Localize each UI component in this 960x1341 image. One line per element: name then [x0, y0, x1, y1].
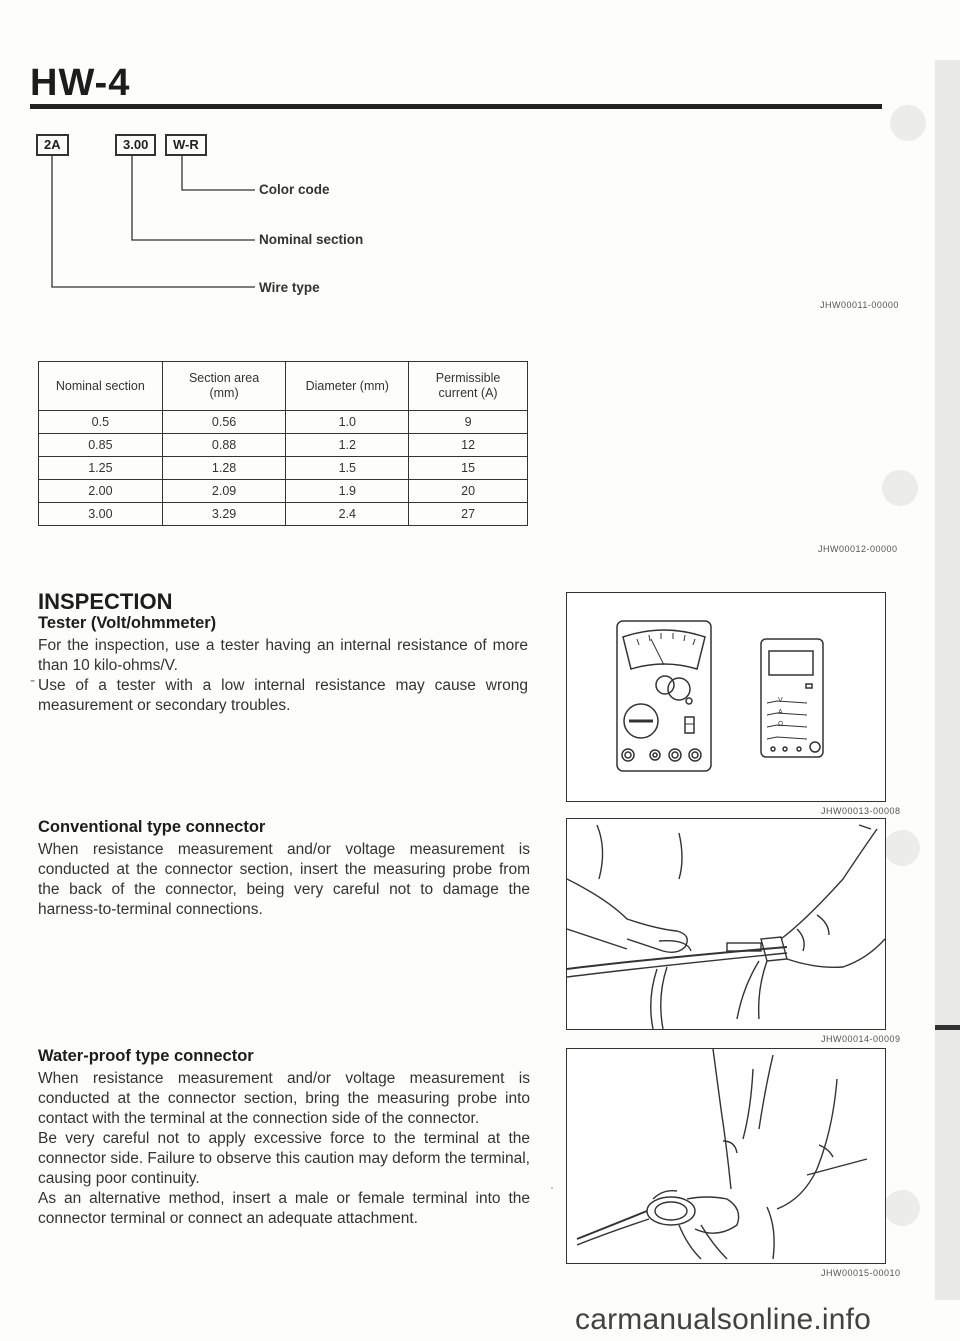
- table-cell: 0.56: [162, 411, 286, 434]
- page-title: HW-4: [30, 62, 131, 104]
- paragraph: Be very careful not to apply excessive force to the terminal at the connector side. Failure to observe this caution may deform the terminal, causing poor continuity.: [38, 1130, 530, 1187]
- waterproof-subheading: Water-proof type connector: [38, 1047, 254, 1065]
- waterproof-text: [38, 1069, 530, 1229]
- tester-text: [38, 636, 528, 716]
- tester-subheading: Tester (Volt/ohmmeter): [38, 614, 217, 632]
- probe-back-illustration: [567, 819, 885, 1029]
- table-cell: 1.28: [162, 457, 286, 480]
- punch-hole: [884, 830, 920, 866]
- legend-leader-lines: [0, 0, 400, 300]
- meter-label-a: A: [778, 709, 783, 716]
- table-header-row: [39, 362, 528, 411]
- section-heading: INSPECTION: [38, 589, 173, 614]
- probe-front-illustration: [567, 1049, 885, 1263]
- wire-spec-table: [38, 361, 528, 526]
- table-cell: 27: [409, 503, 528, 526]
- figure-code: JHW00012-00000: [818, 544, 898, 554]
- paragraph: When resistance measurement and/or voltage measurement is conducted at the connector section, insert the measuring probe from the back of the connector, being very careful not to damage the harness-to-terminal connections.: [38, 841, 530, 918]
- legend-wire-type-label: Wire type: [259, 280, 320, 295]
- conventional-text: [38, 840, 530, 920]
- punch-hole: [884, 1190, 920, 1226]
- table-cell: 0.5: [39, 411, 163, 434]
- table-cell: 2.00: [39, 480, 163, 503]
- digital-meter: [761, 639, 823, 757]
- table-cell: 1.9: [286, 480, 409, 503]
- column-header: Diameter (mm): [286, 362, 409, 411]
- paragraph: As an alternative method, insert a male or female terminal into the connector terminal or connect an adequate attachment.: [38, 1190, 530, 1227]
- punch-hole: [882, 470, 918, 506]
- table-cell: 15: [409, 457, 528, 480]
- table-cell: 9: [409, 411, 528, 434]
- paragraph: When resistance measurement and/or voltage measurement is conducted at the connector section, bring the measuring probe into contact with the terminal at the connection side of the connector.: [38, 1070, 530, 1127]
- table-cell: 1.0: [286, 411, 409, 434]
- paragraph: Use of a tester with a low internal resistance may cause wrong measurement or secondary troubles.: [38, 677, 528, 714]
- stray-mark: ·: [550, 1180, 554, 1194]
- wire-type-code: 2A: [36, 134, 69, 156]
- table-cell: 1.5: [286, 457, 409, 480]
- strip-tick: [935, 1025, 960, 1030]
- column-header: Permissible current (A): [409, 362, 528, 411]
- conventional-subheading: Conventional type connector: [38, 818, 266, 836]
- table-cell: 1.2: [286, 434, 409, 457]
- stray-mark: -: [30, 672, 36, 689]
- legend-nominal-section-label: Nominal section: [259, 232, 364, 247]
- figure-code: JHW00014-00009: [821, 1034, 901, 1044]
- table-row: [39, 503, 528, 526]
- tester-illustration: [567, 593, 885, 801]
- table-cell: 2.4: [286, 503, 409, 526]
- table-row: [39, 411, 528, 434]
- table-row: [39, 457, 528, 480]
- site-watermark: carmanualsonline.info: [575, 1303, 872, 1336]
- figure-code: JHW00011-00000: [820, 300, 899, 310]
- table-cell: 12: [409, 434, 528, 457]
- table-cell: 3.29: [162, 503, 286, 526]
- punch-hole: [890, 105, 926, 141]
- analog-meter: [617, 621, 711, 771]
- column-header: Section area (mm): [162, 362, 286, 411]
- paragraph: For the inspection, use a tester having an internal resistance of more than 10 kilo-ohms/V.: [38, 637, 528, 674]
- conventional-connector-figure: [566, 818, 886, 1030]
- table-cell: 2.09: [162, 480, 286, 503]
- nominal-section-code: 3.00: [115, 134, 156, 156]
- meter-label-ohm: Ω: [778, 721, 784, 728]
- table-cell: 1.25: [39, 457, 163, 480]
- figure-code: JHW00015-00010: [821, 1268, 901, 1278]
- meter-label-v: V: [778, 697, 783, 704]
- table-cell: 3.00: [39, 503, 163, 526]
- color-code-code: W-R: [165, 134, 207, 156]
- table-cell: 0.85: [39, 434, 163, 457]
- column-header: Nominal section: [39, 362, 163, 411]
- table-row: [39, 434, 528, 457]
- figure-code: JHW00013-00008: [821, 806, 901, 816]
- table-row: [39, 480, 528, 503]
- tester-figure: [566, 592, 886, 802]
- table-cell: 20: [409, 480, 528, 503]
- table-cell: 0.88: [162, 434, 286, 457]
- binding-strip: [935, 60, 960, 1300]
- waterproof-connector-figure: [566, 1048, 886, 1264]
- legend-color-code-label: Color code: [259, 182, 330, 197]
